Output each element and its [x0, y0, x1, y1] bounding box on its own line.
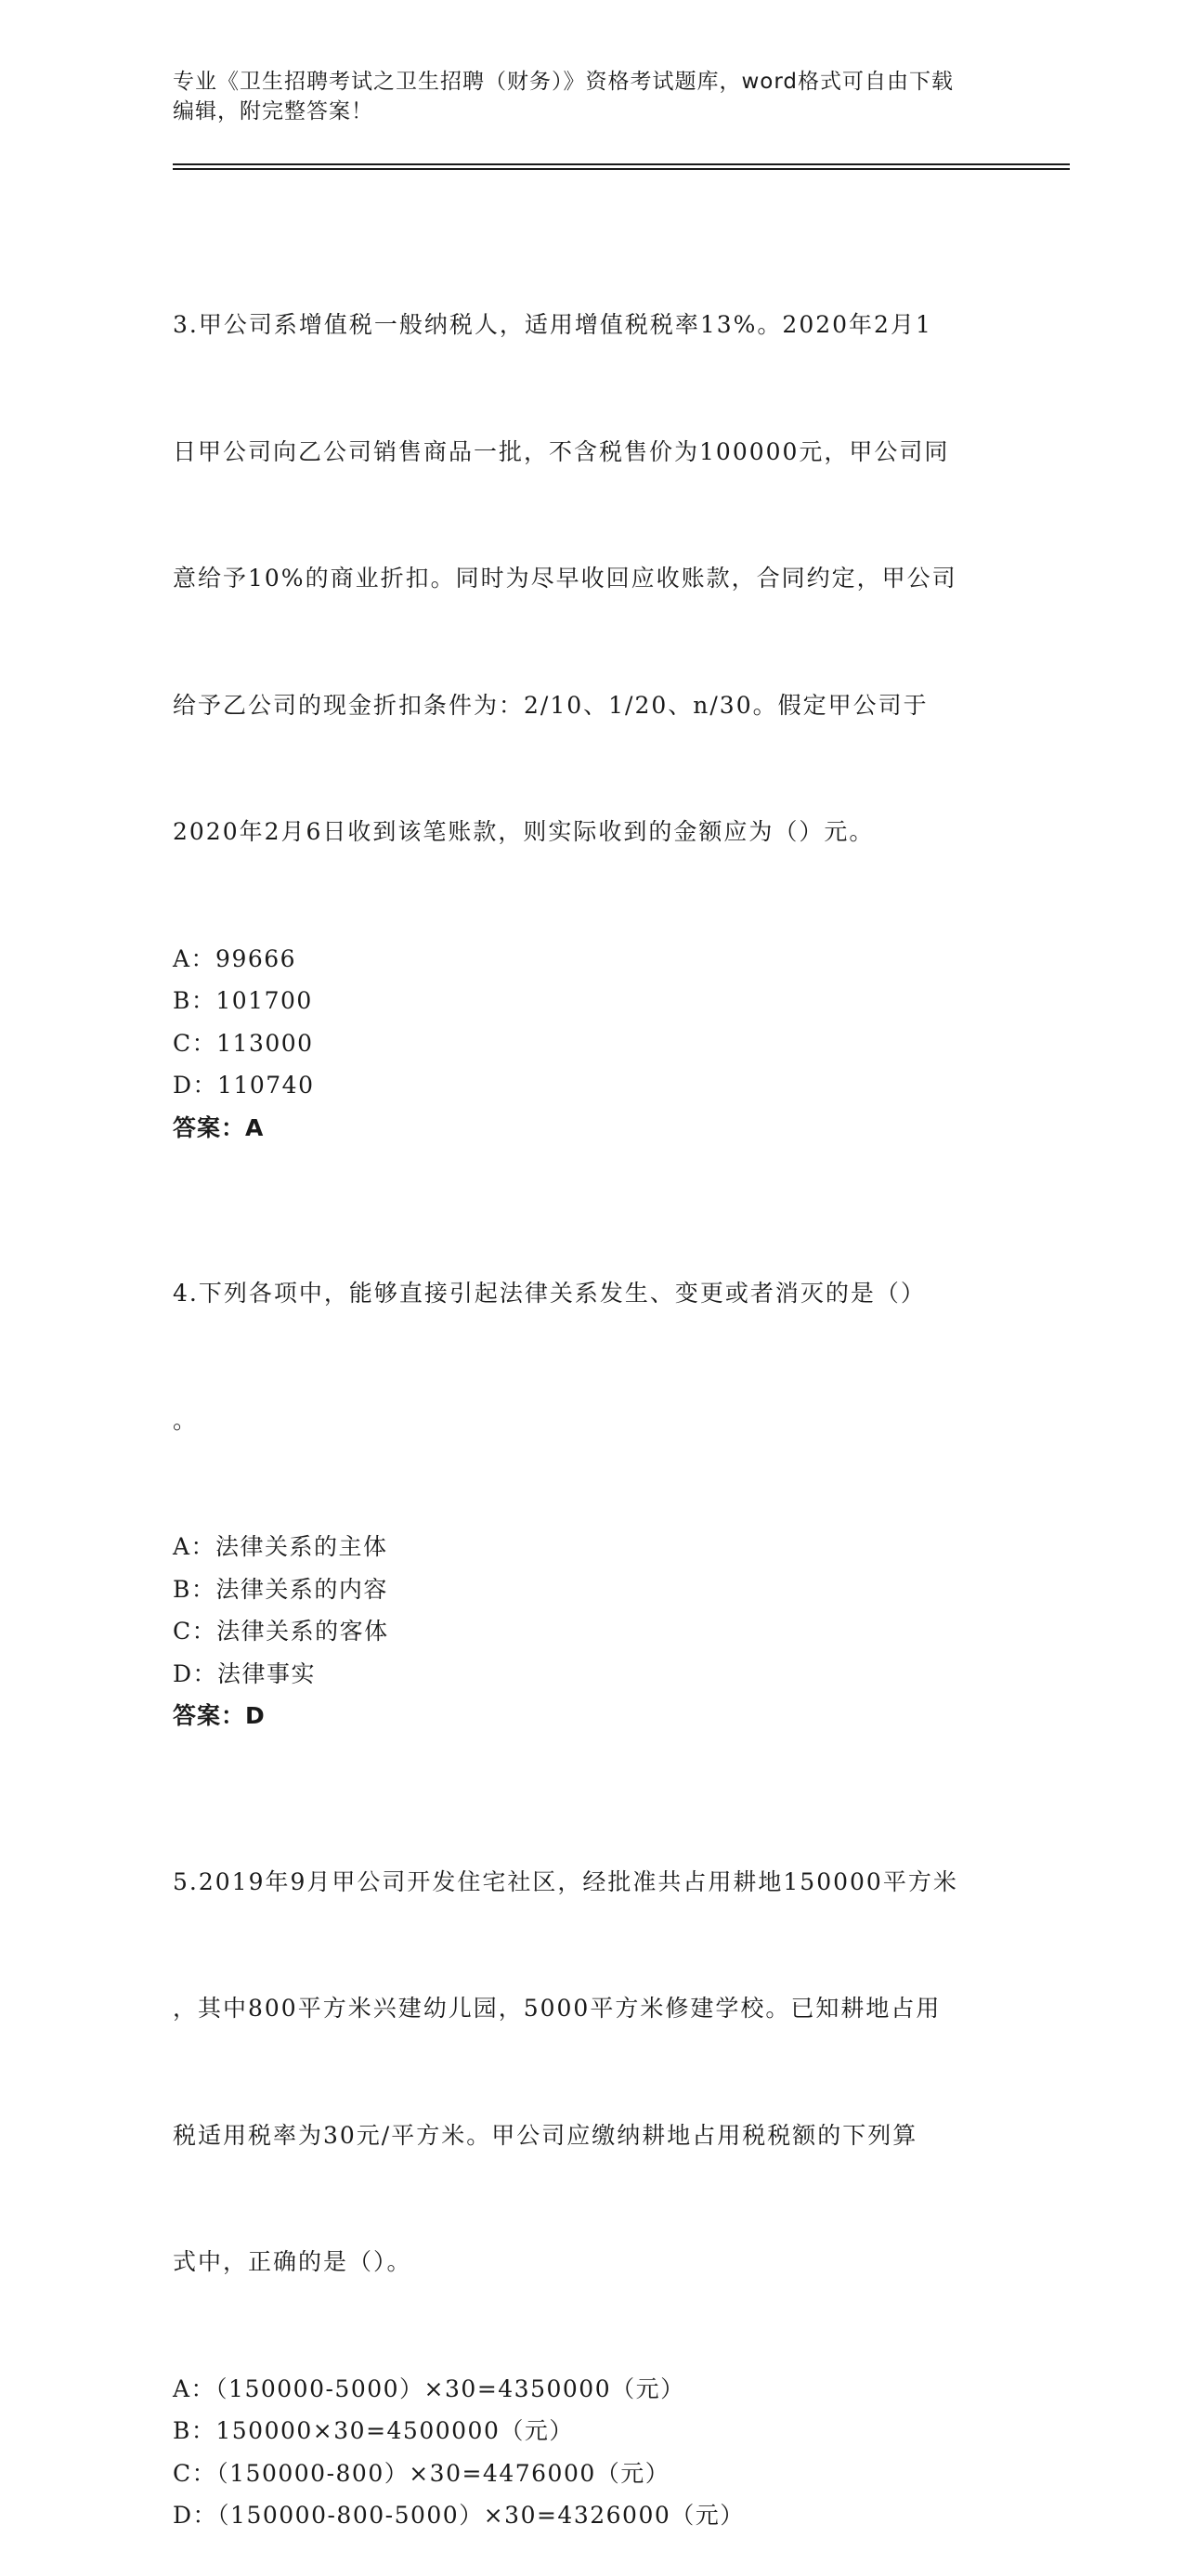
option-b: B：150000×30=4500000（元）	[173, 2417, 574, 2444]
stem-line: 4.下列各项中，能够直接引起法律关系发生、变更或者消灭的是（）	[173, 1280, 926, 1307]
option-a: A：（150000-5000）×30=4350000（元）	[173, 2374, 685, 2402]
stem-line: 式中，正确的是（）。	[173, 2248, 412, 2275]
option-d: D：（150000-800-5000）×30=4326000（元）	[173, 2502, 745, 2529]
question-stem	[173, 1188, 1008, 1526]
stem-line: 5.2019年9月甲公司开发住宅社区，经批准共占用耕地150000平方米	[173, 1867, 958, 1895]
option-a: A：法律关系的主体	[173, 1533, 388, 1560]
question-5	[173, 1776, 1008, 2537]
option-c: C：113000	[173, 1029, 314, 1057]
stem-line: 日甲公司向乙公司销售商品一批，不含税售价为100000元，甲公司同	[173, 437, 950, 465]
document-header	[173, 67, 990, 126]
option-d: D：110740	[173, 1072, 315, 1099]
stem-line: 3.甲公司系增值税一般纳税人，适用增值税税率13%。2020年2月1	[173, 311, 932, 338]
option-d: D：法律事实	[173, 1659, 317, 1687]
stem-line: 。	[173, 1406, 199, 1434]
question-3	[173, 219, 1008, 1149]
stem-line: 税适用税率为30元/平方米。甲公司应缴纳耕地占用税税额的下列算	[173, 2121, 918, 2149]
option-a: A：99666	[173, 944, 297, 972]
option-b: B：101700	[173, 987, 313, 1014]
header-rule-top	[173, 163, 1070, 165]
option-c: C：法律关系的客体	[173, 1618, 389, 1645]
stem-line: 意给予10%的商业折扣。同时为尽早收回应收账款，合同约定，甲公司	[173, 565, 957, 592]
question-stem	[173, 219, 1008, 938]
option-c: C：（150000-800）×30=4476000（元）	[173, 2459, 670, 2487]
header-line-2: 编辑，附完整答案！	[173, 99, 373, 124]
option-b: B：法律关系的内容	[173, 1575, 388, 1603]
stem-line: 给予乙公司的现金折扣条件为：2/10、1/20、n/30。假定甲公司于	[173, 691, 929, 719]
header-rule-bottom	[173, 168, 1070, 170]
stem-line: ，其中800平方米兴建幼儿园，5000平方米修建学校。已知耕地占用	[173, 1995, 942, 2022]
answer: 答案：A	[173, 1113, 265, 1141]
header-line-1: 专业《卫生招聘考试之卫生招聘（财务）》资格考试题库，word格式可自由下载	[173, 70, 955, 94]
answer: 答案：D	[173, 1702, 266, 1729]
question-stem	[173, 1776, 1008, 2368]
stem-line: 2020年2月6日收到该笔账款，则实际收到的金额应为（）元。	[173, 818, 875, 845]
question-list	[173, 219, 1008, 2576]
question-4	[173, 1188, 1008, 1737]
